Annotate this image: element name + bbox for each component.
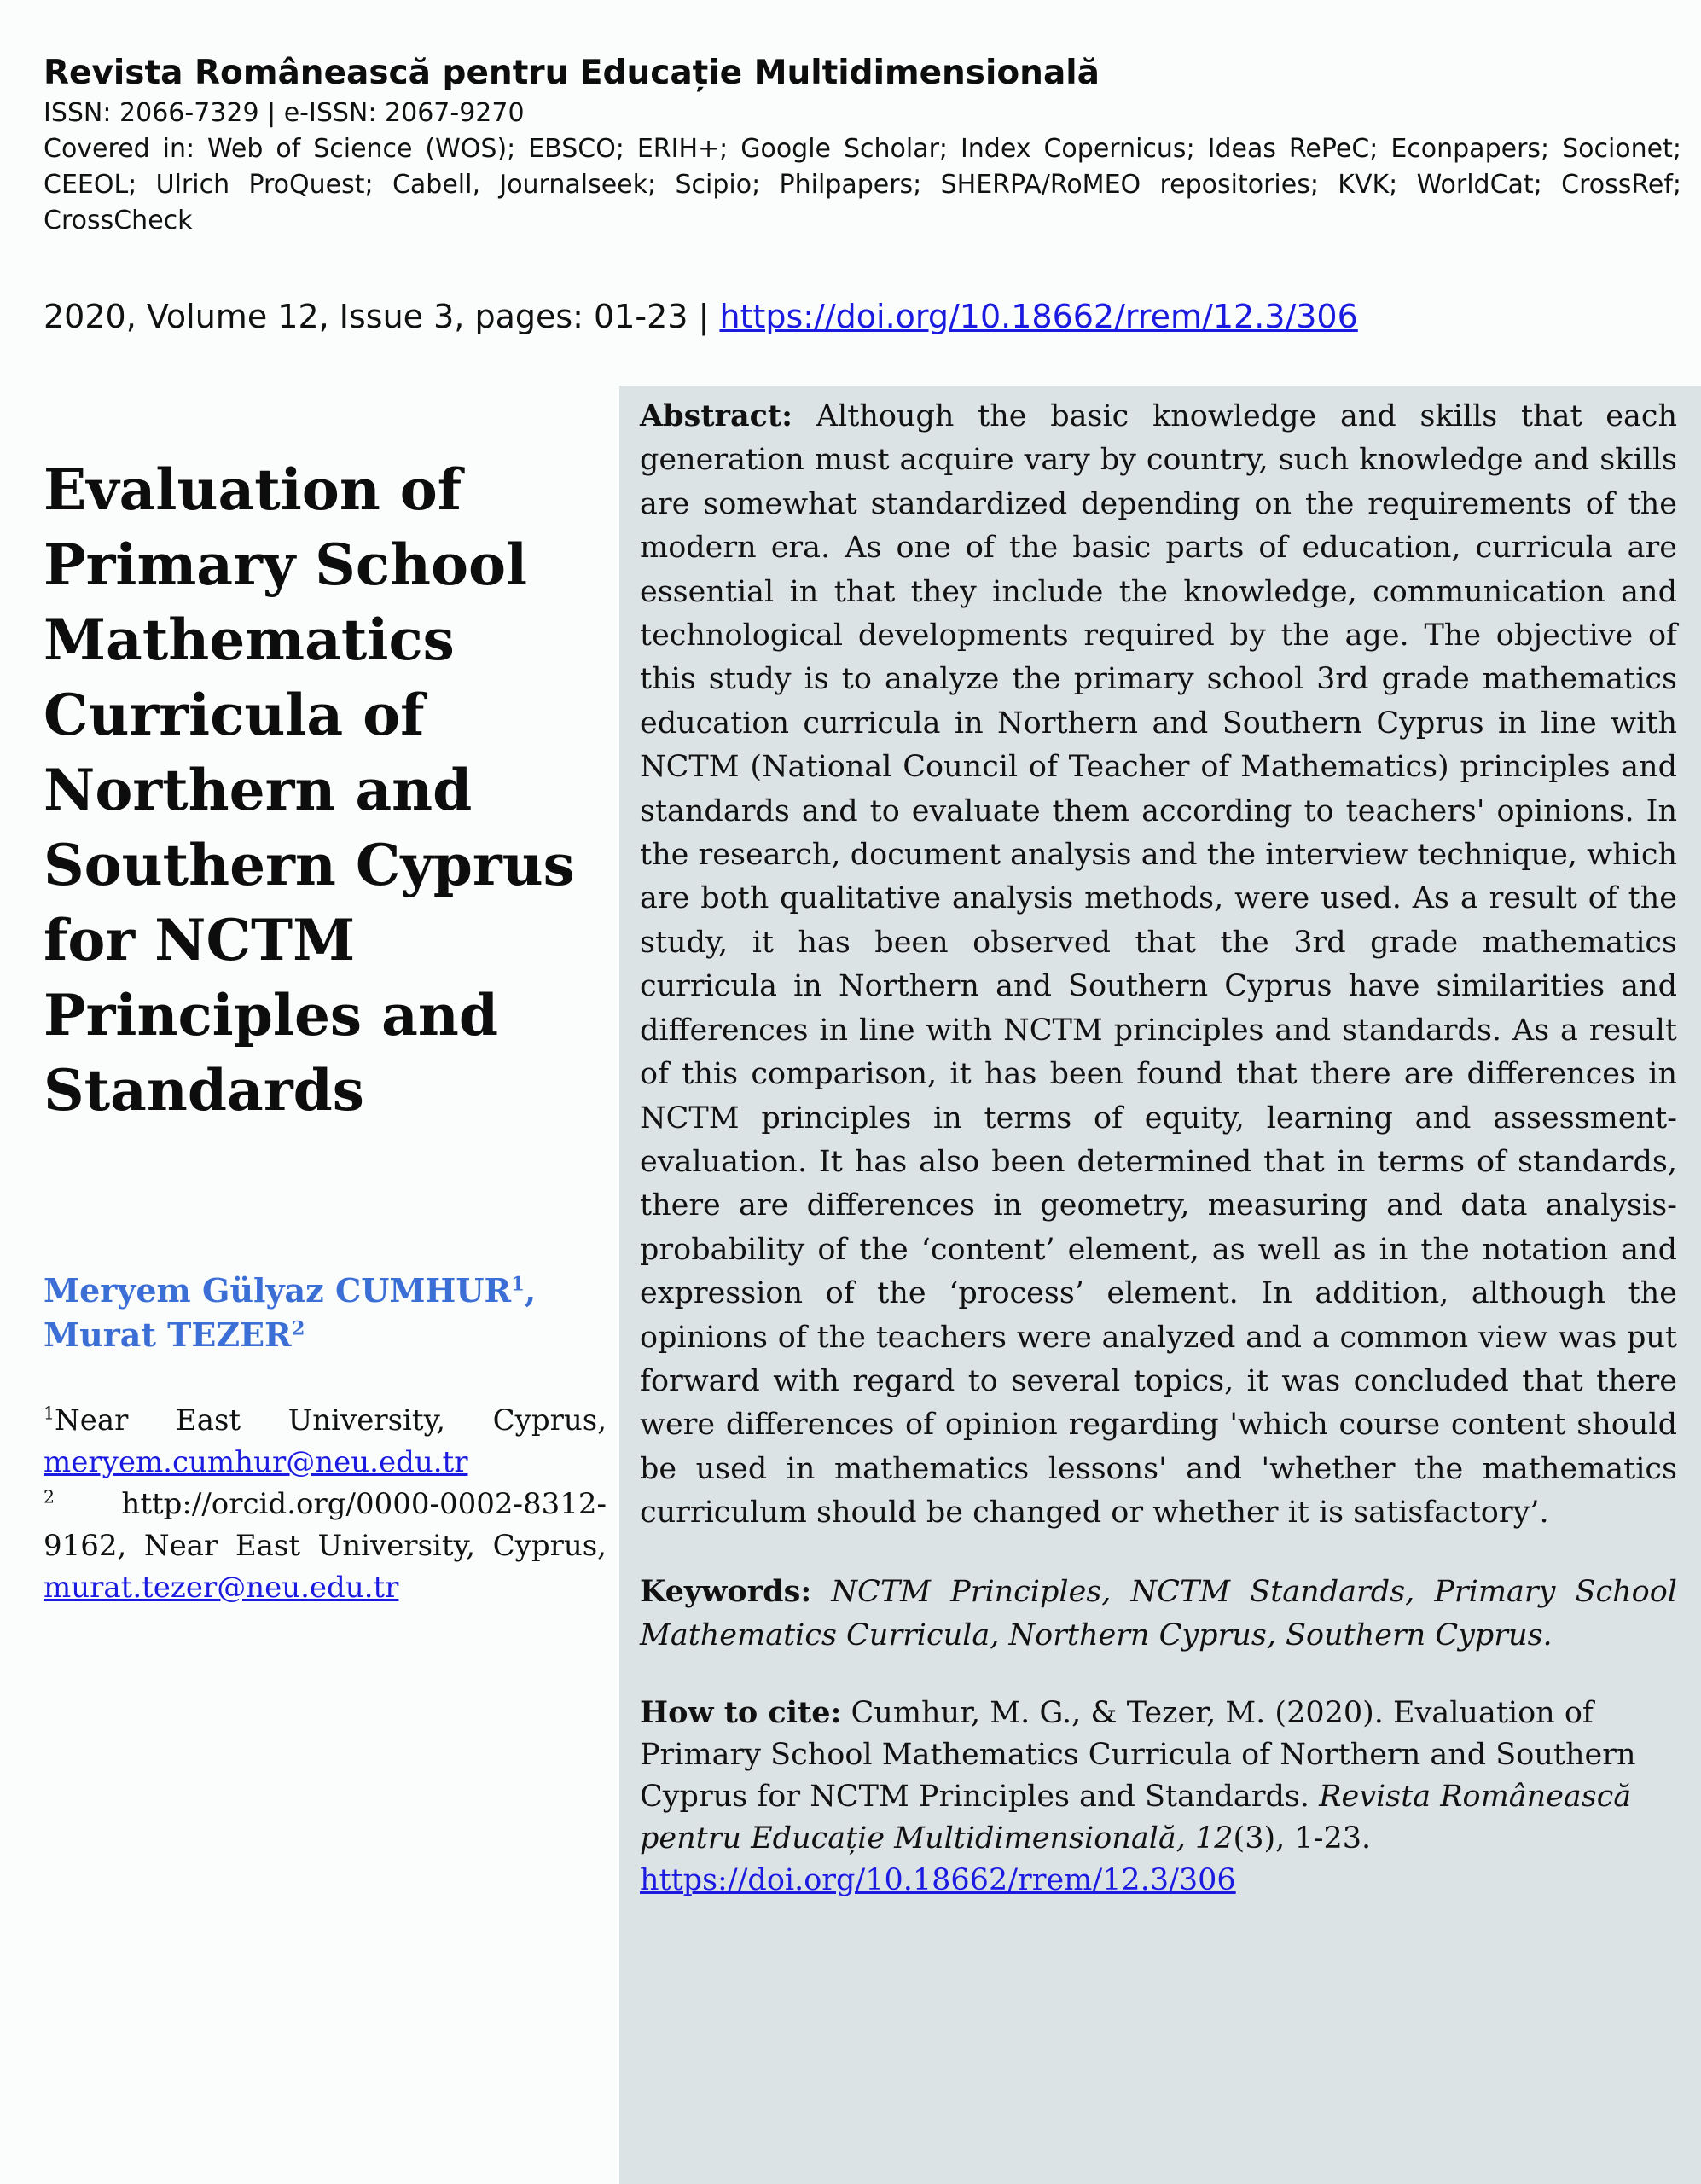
doi-link[interactable]: https://doi.org/10.18662/rrem/12.3/306 bbox=[719, 298, 1358, 335]
keywords-paragraph bbox=[640, 1570, 1677, 1658]
author-separator: , bbox=[524, 1271, 537, 1310]
affiliations bbox=[44, 1400, 607, 1609]
citation-issue-pages: (3), 1-23. bbox=[1233, 1821, 1372, 1856]
author-affiliation-mark: 2 bbox=[291, 1317, 305, 1340]
affiliation-mark: 2 bbox=[44, 1486, 55, 1507]
keywords-label: Keywords: bbox=[640, 1573, 812, 1609]
article-info-column bbox=[44, 452, 607, 1609]
abstract-section bbox=[640, 394, 1677, 1902]
affiliation-1 bbox=[44, 1400, 607, 1484]
citation-doi-link[interactable]: https://doi.org/10.18662/rrem/12.3/306 bbox=[640, 1863, 1236, 1898]
issn-line: ISSN: 2066-7329 | e-ISSN: 2067-9270 bbox=[44, 98, 525, 128]
journal-title: Revista Românească pentru Educație Multidimensională bbox=[44, 54, 1100, 92]
journal-header bbox=[44, 51, 1681, 239]
article-title: Evaluation of Primary School Mathematics Curricula of Northern and Southern Cyprus for NCTM Principles and Standards bbox=[44, 456, 575, 1124]
volume-line bbox=[44, 294, 1358, 339]
author-affiliation-mark: 1 bbox=[511, 1273, 525, 1296]
author-email-link[interactable]: murat.tezer@neu.edu.tr bbox=[44, 1571, 399, 1605]
volume-info: 2020, Volume 12, Issue 3, pages: 01-23 | bbox=[44, 298, 720, 335]
affiliation-mark: 1 bbox=[44, 1403, 55, 1424]
author-email-link[interactable]: meryem.cumhur@neu.edu.tr bbox=[44, 1445, 468, 1479]
citation-journal: Revista Românească pentru Educație Multidimensională, 12 bbox=[640, 1780, 1632, 1856]
abstract-label: Abstract: bbox=[640, 398, 793, 433]
affiliation-text: Near East University, Cyprus, bbox=[54, 1403, 607, 1438]
abstract-panel bbox=[619, 386, 1701, 2184]
author-name: Murat TEZER bbox=[44, 1316, 292, 1354]
coverage-list: Covered in: Web of Science (WOS); EBSCO; ERIH+; Google Scholar; Index Copernicus; Ideas RePeC; Econpapers; Socionet; CEEOL; Ulrich ProQuest; Cabell, Journalseek; Scipio; Philpapers; SHERPA/RoMEO repositories; KVK; WorldCat; CrossRef; CrossCheck bbox=[44, 134, 1681, 235]
citation-label: How to cite: bbox=[640, 1695, 842, 1731]
citation-text: Cumhur, M. G., & Tezer, M. (2020). Evaluation of Primary School Mathematics Curricula of Northern and Southern Cyprus for NCTM Principles and Standards. bbox=[640, 1696, 1636, 1815]
keywords-text: NCTM Principles, NCTM Standards, Primary School Mathematics Curricula, Northern Cyprus, Southern Cyprus. bbox=[640, 1574, 1677, 1653]
abstract-text: Although the basic knowledge and skills that each generation must acquire vary by country, such knowledge and skills are somewhat standardized depending on the requirements of the modern era. As one of the basic parts of education, curricula are essential in that they include the knowledge, communication and technological developments required by the age. The objective of this study is to analyze the primary school 3rd grade mathematics education curricula in Northern and Southern Cyprus in line with NCTM (National Council of Teacher of Mathematics) principles and standards and to evaluate them according to teachers' opinions. In the research, document analysis and the interview technique, which are both qualitative analysis methods, were used. As a result of the study, it has been observed that the 3rd grade mathematics curricula in Northern and Southern Cyprus have similarities and differences in line with NCTM principles and standards. As a result of this comparison, it has been found that there are differences in NCTM principles in terms of equity, learning and assessment-evaluation. It has also been determined that in terms of standards, there are differences in geometry, measuring and data analysis-probability of the ‘content’ element, as well as in the notation and expression of the ‘process’ element. In addition, although the opinions of the teachers were analyzed and a common view was put forward with regard to several topics, it was concluded that there were differences of opinion regarding 'which course content should be used in mathematics lessons' and 'whether the mathematics curriculum should be changed or whether it is satisfactory’. bbox=[640, 399, 1677, 1531]
abstract-paragraph bbox=[640, 394, 1677, 1536]
author-list bbox=[44, 1269, 607, 1357]
affiliation-text: http://orcid.org/0000-0002-8312-9162, Near East University, Cyprus, bbox=[44, 1487, 607, 1563]
citation-paragraph bbox=[640, 1692, 1677, 1902]
affiliation-2 bbox=[44, 1484, 607, 1609]
author-name: Meryem Gülyaz CUMHUR bbox=[44, 1271, 512, 1310]
